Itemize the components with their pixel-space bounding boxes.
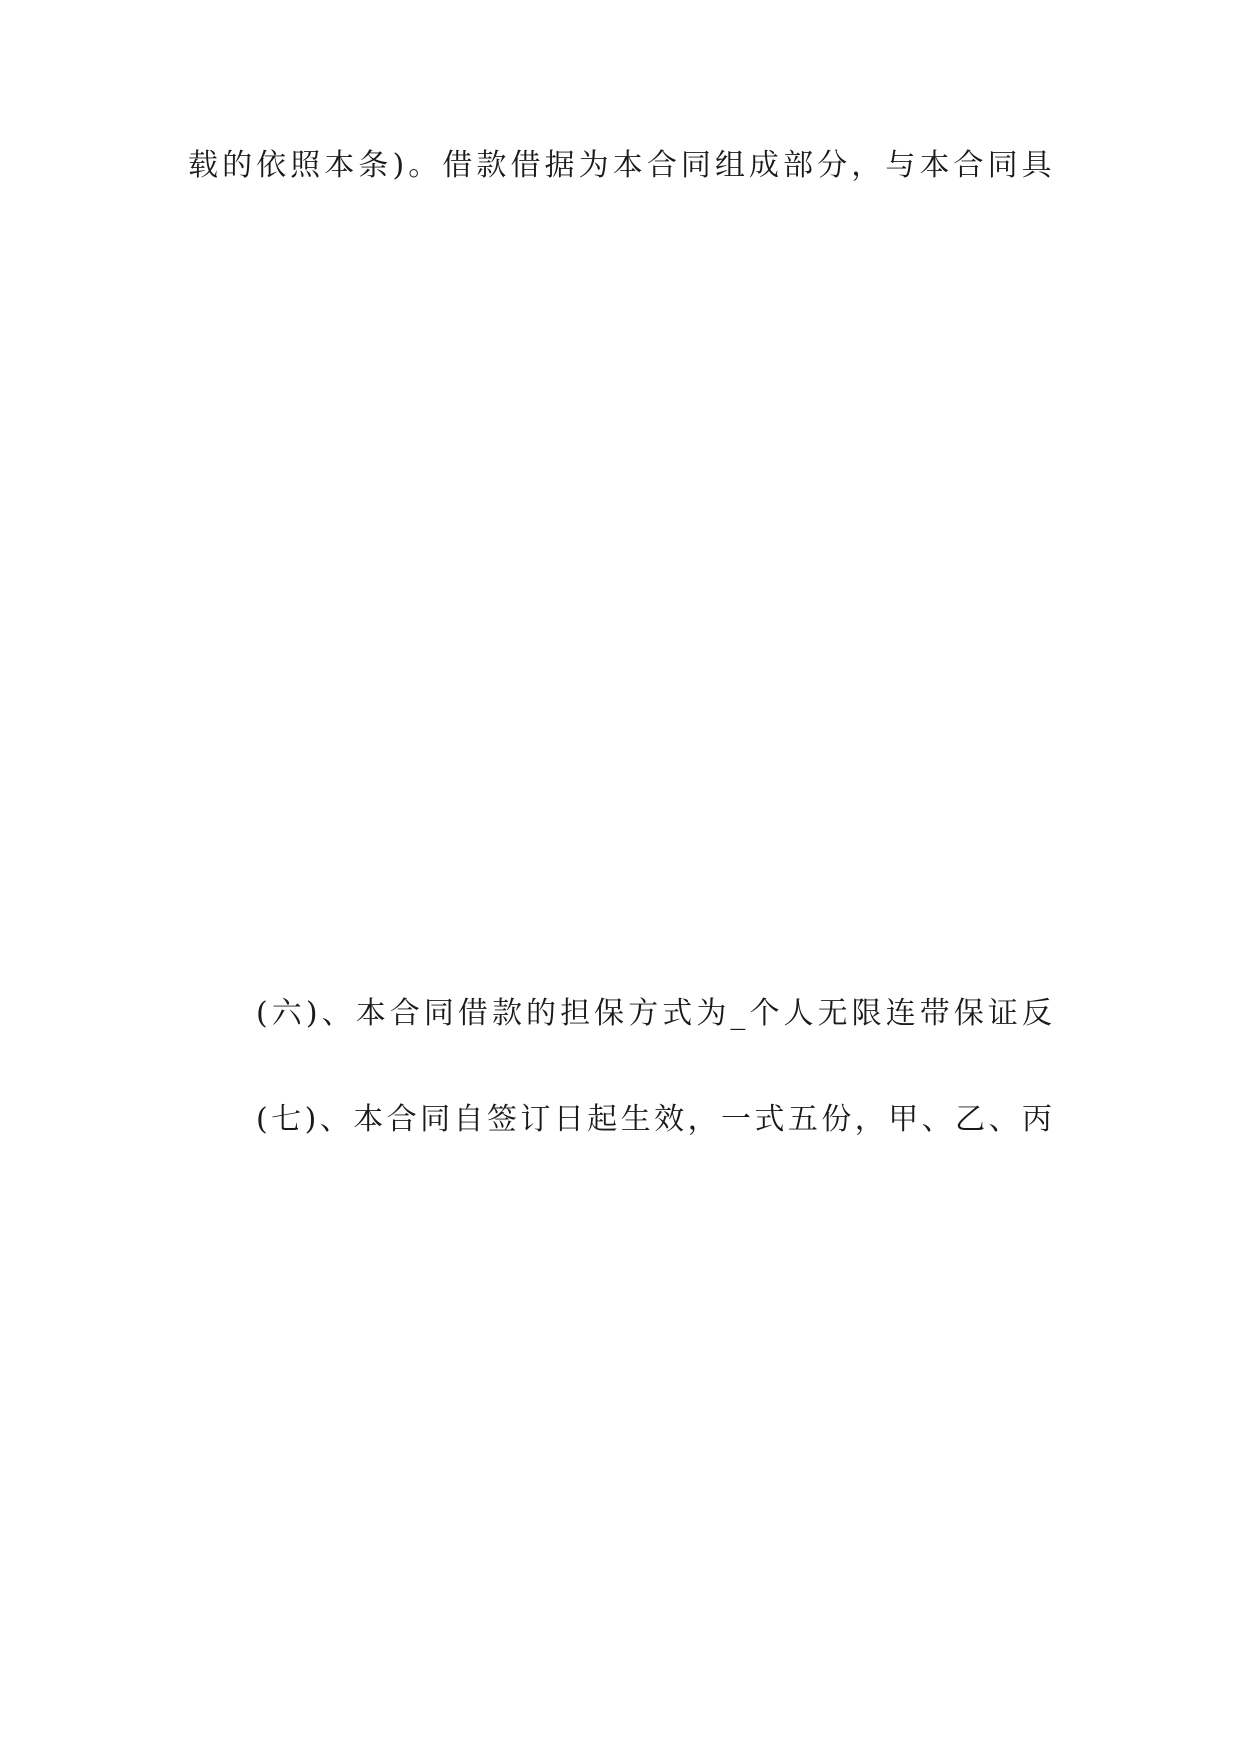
text-glyph: 个 bbox=[749, 996, 780, 1031]
clause-3-line bbox=[256, 782, 1052, 822]
text-glyph: 、 bbox=[321, 996, 352, 1031]
section-heading bbox=[256, 250, 1052, 290]
text-glyph: 本 bbox=[919, 148, 950, 183]
text-glyph: 五 bbox=[787, 1102, 818, 1137]
clause-1-line bbox=[298, 570, 1052, 610]
clause-4-line bbox=[256, 836, 1052, 876]
text-glyph: ， bbox=[851, 148, 882, 183]
text-glyph: ( bbox=[256, 1102, 268, 1137]
text-glyph: 日 bbox=[553, 1102, 584, 1137]
text-glyph: 的 bbox=[526, 996, 556, 1031]
paragraph-line bbox=[256, 1260, 1052, 1300]
text-glyph: 具 bbox=[1021, 148, 1052, 183]
text-glyph: 保 bbox=[953, 996, 984, 1031]
text-glyph: 部 bbox=[783, 148, 814, 183]
text-glyph: 证 bbox=[987, 996, 1018, 1031]
text-glyph: 照 bbox=[290, 148, 321, 183]
party-a-line bbox=[256, 304, 1052, 344]
text-glyph: 本 bbox=[355, 996, 386, 1031]
text-glyph: 款 bbox=[476, 148, 507, 183]
text-glyph: 效 bbox=[654, 1102, 685, 1137]
text-glyph: 同 bbox=[680, 148, 711, 183]
text-glyph: 合 bbox=[389, 996, 420, 1031]
text-glyph: ) bbox=[305, 996, 318, 1031]
paragraph-line bbox=[188, 146, 1052, 186]
text-glyph: 的 bbox=[222, 148, 253, 183]
text-glyph: 签 bbox=[486, 1102, 517, 1137]
text-glyph: 成 bbox=[749, 148, 780, 183]
text-glyph: 乙 bbox=[955, 1102, 986, 1137]
text-glyph: ( bbox=[256, 996, 268, 1031]
text-glyph: 自 bbox=[453, 1102, 484, 1137]
text-glyph: 同 bbox=[987, 148, 1018, 183]
article-heading bbox=[256, 516, 1052, 556]
paragraph-line bbox=[256, 1314, 1052, 1354]
paragraph-line bbox=[256, 464, 1052, 504]
text-glyph: 份 bbox=[821, 1102, 852, 1137]
text-glyph: 式 bbox=[662, 996, 693, 1031]
clause-7-continuation bbox=[188, 1152, 1052, 1192]
text-glyph: 方 bbox=[628, 996, 659, 1031]
text-glyph: 借 bbox=[442, 148, 473, 183]
clause-4-continuation bbox=[188, 888, 1052, 928]
clause-1-continuation bbox=[188, 622, 1052, 662]
clause-6-continuation bbox=[188, 1046, 1052, 1086]
text-glyph: ) bbox=[304, 1102, 317, 1137]
text-glyph: 生 bbox=[620, 1102, 651, 1137]
text-glyph: 本 bbox=[612, 148, 643, 183]
text-glyph: 甲 bbox=[888, 1102, 919, 1137]
text-glyph: 分 bbox=[817, 148, 848, 183]
text-glyph: 起 bbox=[587, 1102, 618, 1137]
text-glyph: ) bbox=[392, 148, 405, 183]
id-number-line bbox=[188, 412, 1052, 452]
text-glyph: 反 bbox=[1021, 996, 1052, 1031]
text-glyph: 连 bbox=[885, 996, 916, 1031]
text-glyph: 依 bbox=[256, 148, 287, 183]
party-b-line bbox=[188, 358, 1052, 398]
text-glyph: 借 bbox=[457, 996, 488, 1031]
clause-5-line bbox=[256, 940, 1052, 980]
text-glyph: 借 bbox=[510, 148, 541, 183]
article-heading bbox=[256, 1206, 1052, 1246]
text-glyph: 人 bbox=[783, 996, 814, 1031]
text-glyph: _ bbox=[730, 996, 746, 1031]
text-glyph: 为 bbox=[696, 996, 727, 1031]
text-glyph: ， bbox=[687, 1102, 718, 1137]
text-glyph: 无 bbox=[817, 996, 848, 1031]
text-glyph: 据 bbox=[544, 148, 575, 183]
text-glyph: 与 bbox=[885, 148, 916, 183]
text-glyph: 订 bbox=[520, 1102, 551, 1137]
text-glyph: 保 bbox=[594, 996, 625, 1031]
clause-7-line bbox=[256, 1100, 1052, 1140]
text-glyph: 组 bbox=[714, 148, 745, 183]
text-glyph: 合 bbox=[386, 1102, 417, 1137]
text-glyph: 一 bbox=[721, 1102, 751, 1137]
text-glyph: 。 bbox=[408, 148, 439, 183]
text-glyph: 合 bbox=[953, 148, 984, 183]
text-glyph: 条 bbox=[358, 148, 389, 183]
text-glyph: 同 bbox=[420, 1102, 451, 1137]
clause-6-line bbox=[256, 994, 1052, 1034]
paragraph-line bbox=[256, 1366, 1052, 1406]
text-glyph: 同 bbox=[423, 996, 454, 1031]
text-glyph: 为 bbox=[578, 148, 609, 183]
text-glyph: 担 bbox=[560, 996, 591, 1031]
text-glyph: 限 bbox=[851, 996, 882, 1031]
text-glyph: ， bbox=[854, 1102, 885, 1137]
text-glyph: 本 bbox=[353, 1102, 384, 1137]
text-glyph: 、 bbox=[319, 1102, 350, 1137]
text-glyph: 丙 bbox=[1021, 1102, 1052, 1137]
text-glyph: 带 bbox=[919, 996, 950, 1031]
paragraph-line bbox=[188, 198, 1052, 238]
text-glyph: 本 bbox=[324, 148, 355, 183]
clause-2-line bbox=[346, 676, 1052, 716]
text-glyph: 七 bbox=[271, 1102, 302, 1137]
text-glyph: 合 bbox=[646, 148, 677, 183]
text-glyph: 、 bbox=[988, 1102, 1019, 1137]
text-glyph: 、 bbox=[921, 1102, 952, 1137]
text-glyph: 式 bbox=[754, 1102, 785, 1137]
text-glyph: 载 bbox=[188, 148, 218, 183]
text-glyph: 款 bbox=[491, 996, 522, 1031]
clause-2-continuation bbox=[188, 728, 1052, 768]
text-glyph: 六 bbox=[271, 996, 302, 1031]
